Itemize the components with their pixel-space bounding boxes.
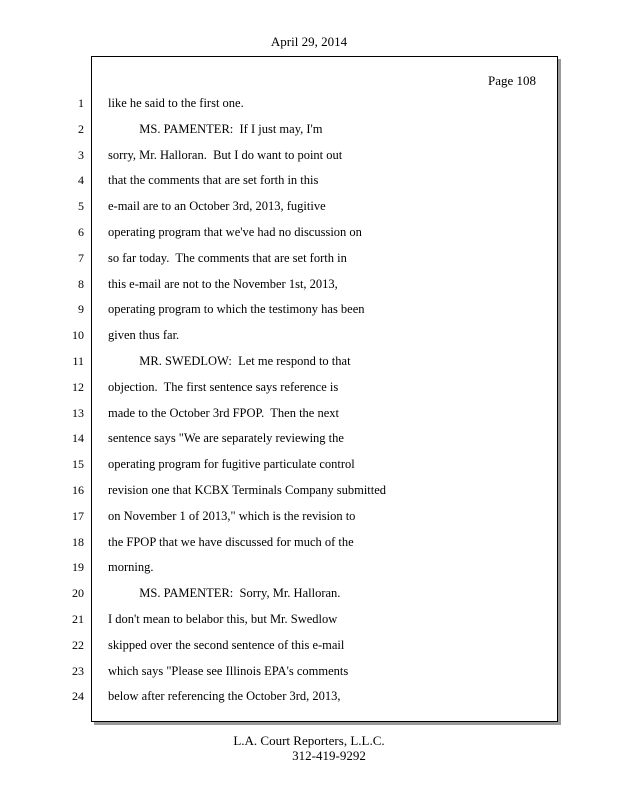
line-number: 9 xyxy=(78,302,84,317)
line-number: 19 xyxy=(72,560,84,575)
line-number: 15 xyxy=(72,457,84,472)
footer xyxy=(0,733,618,763)
transcript-line: below after referencing the October 3rd, 2013, xyxy=(108,689,341,704)
page-number: Page 108 xyxy=(487,73,536,88)
transcript-text xyxy=(108,93,548,712)
header-date: April 29, 2014 xyxy=(270,34,348,49)
line-number: 20 xyxy=(72,586,84,601)
transcript-line: operating program to which the testimony has been xyxy=(108,302,365,317)
line-number: 10 xyxy=(72,328,84,343)
transcript-line: morning. xyxy=(108,560,154,575)
line-number: 3 xyxy=(78,147,84,162)
line-number: 2 xyxy=(78,121,84,136)
line-number: 24 xyxy=(72,689,84,704)
line-number: 22 xyxy=(72,637,84,652)
transcript-line: MS. PAMENTER: If I just may, I'm xyxy=(108,121,323,136)
transcript-line: MR. SWEDLOW: Let me respond to that xyxy=(108,353,351,368)
line-number: 17 xyxy=(72,508,84,523)
transcript-line: operating program that we've had no discussion on xyxy=(108,224,362,239)
transcript-line: sorry, Mr. Halloran. But I do want to point out xyxy=(108,147,343,162)
line-number: 12 xyxy=(72,379,84,394)
transcript-line: objection. The first sentence says reference is xyxy=(108,379,339,394)
line-number: 16 xyxy=(72,482,84,497)
line-number: 18 xyxy=(72,534,84,549)
transcript-line: e-mail are to an October 3rd, 2013, fugitive xyxy=(108,199,326,214)
line-number: 5 xyxy=(78,199,84,214)
transcript-line: skipped over the second sentence of this e-mail xyxy=(108,637,345,652)
transcript-line: so far today. The comments that are set forth in xyxy=(108,250,347,265)
footer-phone: 312-419-9292 xyxy=(292,748,366,763)
transcript-line: like he said to the first one. xyxy=(108,96,244,110)
transcript-line: on November 1 of 2013," which is the revision to xyxy=(108,508,356,523)
transcript-line: this e-mail are not to the November 1st, 2013, xyxy=(108,276,338,291)
line-number: 7 xyxy=(78,250,84,265)
transcript-line: the FPOP that we have discussed for much of the xyxy=(108,534,354,549)
transcript-line: revision one that KCBX Terminals Company submitted xyxy=(108,482,387,497)
footer-company: L.A. Court Reporters, L.L.C. xyxy=(233,733,385,748)
transcript-line: given thus far. xyxy=(108,328,180,343)
transcript-line: sentence says "We are separately reviewing the xyxy=(108,431,344,446)
transcript-line: operating program for fugitive particulate control xyxy=(108,457,355,472)
line-number: 8 xyxy=(78,276,84,291)
line-number: 11 xyxy=(72,353,84,368)
line-number: 23 xyxy=(72,663,84,678)
line-number-column xyxy=(60,93,84,712)
line-number: 4 xyxy=(78,173,84,188)
transcript-line: that the comments that are set forth in this xyxy=(108,173,319,188)
line-number: 14 xyxy=(72,431,84,446)
transcript-line: which says "Please see Illinois EPA's comments xyxy=(108,663,349,678)
line-number: 1 xyxy=(78,96,84,110)
transcript-line: I don't mean to belabor this, but Mr. Swedlow xyxy=(108,611,338,626)
line-number: 6 xyxy=(78,224,84,239)
transcript-line: MS. PAMENTER: Sorry, Mr. Halloran. xyxy=(108,586,341,601)
line-number: 13 xyxy=(72,405,84,420)
transcript-line: made to the October 3rd FPOP. Then the next xyxy=(108,405,339,420)
line-number: 21 xyxy=(72,611,84,626)
